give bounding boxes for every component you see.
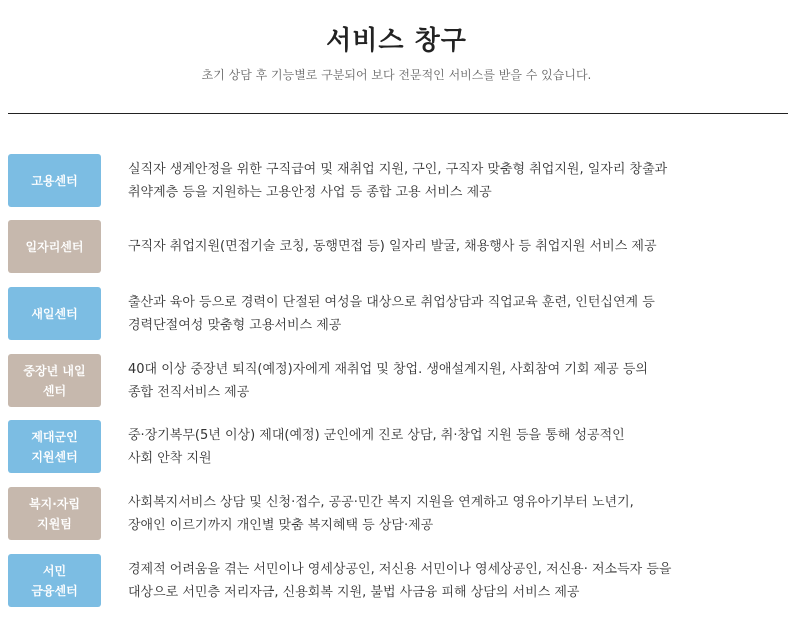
service-description bbox=[128, 354, 768, 407]
description-line: 장애인 이르기까지 개인별 맞춤 복지혜택 등 상담·제공 bbox=[128, 517, 434, 533]
service-row-employment-center bbox=[0, 154, 793, 207]
service-row-veterans-center bbox=[0, 420, 793, 473]
description-line: 40대 이상 중장년 퇴직(예정)자에게 재취업 및 창업. 생애설계지원, 사회참여 기회 제공 등의 bbox=[128, 361, 648, 377]
description-line: 구직자 취업지원(면접기술 코칭, 동행면접 등) 일자리 발굴, 채용행사 등 취업지원 서비스 제공 bbox=[128, 239, 657, 254]
service-badge-welfare-team[interactable]: 복지·자립 지원팀 bbox=[8, 487, 101, 540]
header-divider bbox=[8, 113, 788, 114]
service-description bbox=[128, 420, 768, 473]
service-row-saeil-center bbox=[0, 287, 793, 340]
description-line: 실직자 생계안정을 위한 구직급여 및 재취업 지원, 구인, 구직자 맞춤형 취업지원, 일자리 창출과 bbox=[128, 161, 668, 177]
description-line: 대상으로 서민층 저리자금, 신용회복 지원, 불법 사금융 피해 상담의 서비스 제공 bbox=[128, 584, 580, 600]
page-subtitle: 초기 상담 후 기능별로 구분되어 보다 전문적인 서비스를 받을 수 있습니다. bbox=[201, 68, 592, 82]
page-title: 서비스 창구 bbox=[326, 26, 467, 56]
service-badge-saeil-center[interactable]: 새일센터 bbox=[8, 287, 101, 340]
service-row-welfare-team bbox=[0, 487, 793, 540]
service-description bbox=[128, 554, 768, 607]
service-row-finance-center bbox=[0, 554, 793, 607]
description-line: 종합 전직서비스 제공 bbox=[128, 384, 250, 400]
description-line: 사회복지서비스 상담 및 신청·접수, 공공·민간 복지 지원을 연계하고 영유아기부터 노년기, bbox=[128, 494, 634, 510]
service-row-job-center bbox=[0, 220, 793, 273]
service-badge-employment-center[interactable]: 고용센터 bbox=[8, 154, 101, 207]
description-line: 중·장기복무(5년 이상) 제대(예정) 군인에게 진로 상담, 취·창업 지원 등을 통해 성공적인 bbox=[128, 427, 625, 443]
service-description bbox=[128, 287, 768, 340]
service-description bbox=[128, 220, 768, 273]
service-description bbox=[128, 487, 768, 540]
service-badge-job-center[interactable]: 일자리센터 bbox=[8, 220, 101, 273]
service-row-middle-aged-center bbox=[0, 354, 793, 407]
service-badge-finance-center[interactable]: 서민 금융센터 bbox=[8, 554, 101, 607]
description-line: 취약계층 등을 지원하는 고용안정 사업 등 종합 고용 서비스 제공 bbox=[128, 184, 492, 200]
description-line: 출산과 육아 등으로 경력이 단절된 여성을 대상으로 취업상담과 직업교육 훈련, 인턴십연계 등 bbox=[128, 294, 655, 310]
service-badge-middle-aged-center[interactable]: 중장년 내일 센터 bbox=[8, 354, 101, 407]
description-line: 사회 안착 지원 bbox=[128, 450, 212, 466]
description-line: 경제적 어려움을 겪는 서민이나 영세상공인, 저신용 서민이나 영세상공인, 저신용· 저소득자 등을 bbox=[128, 561, 672, 577]
service-badge-veterans-center[interactable]: 제대군인 지원센터 bbox=[8, 420, 101, 473]
service-description bbox=[128, 154, 768, 207]
description-line: 경력단절여성 맞춤형 고용서비스 제공 bbox=[128, 317, 342, 333]
